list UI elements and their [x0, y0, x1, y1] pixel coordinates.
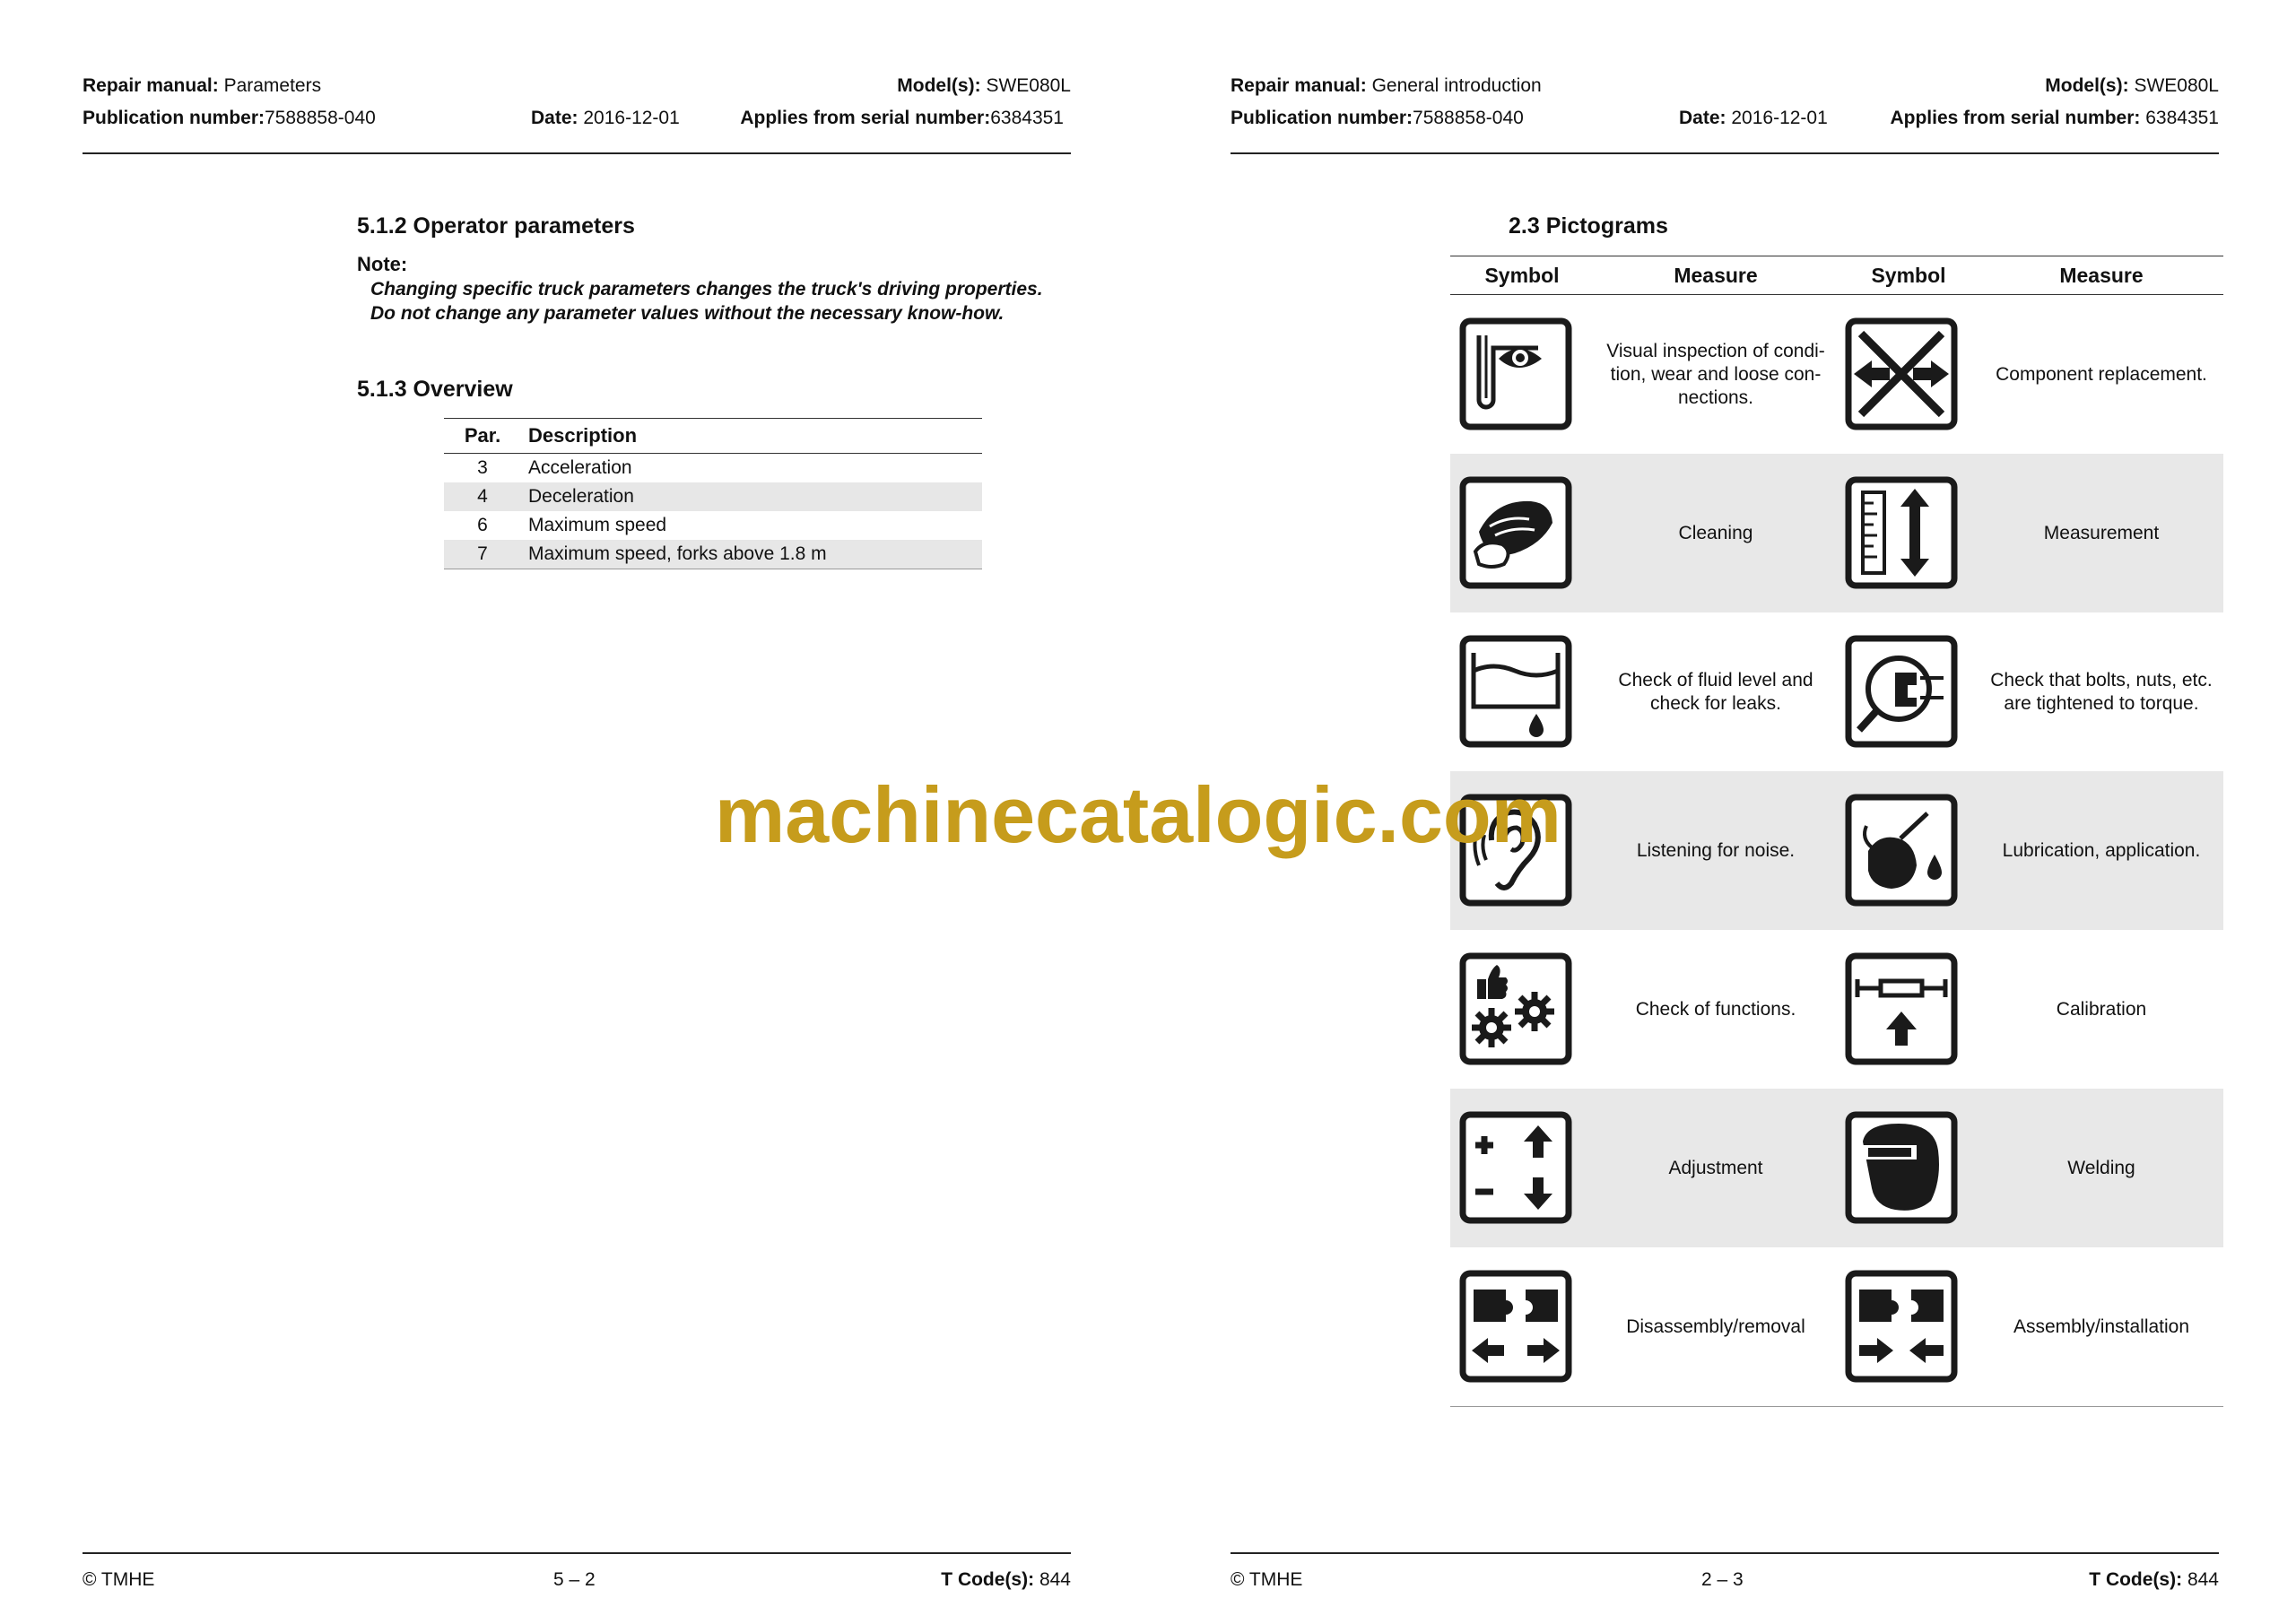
pictogram-table: [1450, 256, 2223, 1407]
repair-manual-value: Parameters: [223, 75, 322, 96]
column-header: Measure: [1674, 264, 1758, 287]
note-text: [370, 277, 1043, 326]
lubrication-icon: [1845, 794, 1958, 907]
measure-text: [1594, 771, 1838, 930]
column-header: Description: [521, 419, 982, 454]
table-header-row: [444, 419, 982, 454]
overview-table: [444, 418, 982, 569]
measure-line: tion, wear and loose con-: [1610, 363, 1822, 385]
header-divider: [83, 152, 1071, 154]
welding-icon: [1845, 1111, 1958, 1224]
table-row: [1450, 612, 2223, 771]
measure-line: Check of fluid level and: [1618, 669, 1813, 690]
page-footer: [83, 1569, 1071, 1596]
measure-line: Disassembly/removal: [1626, 1316, 1805, 1337]
description-cell: Maximum speed: [528, 515, 667, 535]
measure-text: [1979, 1089, 2223, 1247]
measure-line: Assembly/installation: [2013, 1316, 2190, 1337]
tcode-label: T Code(s):: [2089, 1569, 2183, 1590]
column-header: Symbol: [1871, 264, 1946, 287]
models-label: Model(s):: [897, 75, 981, 96]
table-row: [444, 511, 982, 540]
publication-label: Publication number:: [83, 108, 265, 128]
serial-label: Applies from serial number:: [1890, 108, 2141, 128]
calibration-icon: [1845, 952, 1958, 1065]
description-cell: Deceleration: [521, 482, 982, 511]
date-label: Date:: [531, 108, 578, 128]
models-value: SWE080L: [2134, 75, 2219, 96]
measure-line: check for leaks.: [1650, 692, 1781, 714]
measure-line: Calibration: [2056, 998, 2147, 1020]
measure-text: [1979, 930, 2223, 1089]
date-value: 2016-12-01: [1731, 108, 1828, 128]
description-cell: Maximum speed, forks above 1.8 m: [521, 540, 982, 569]
check-functions-icon: [1459, 952, 1572, 1065]
publication-value: 7588858-040: [265, 108, 376, 128]
models-value: SWE080L: [986, 75, 1071, 96]
date-value: 2016-12-01: [583, 108, 680, 128]
cleaning-icon: [1459, 476, 1572, 589]
date-label: Date:: [1679, 108, 1726, 128]
note-line-2: Do not change any parameter values without the necessary know-how.: [370, 303, 1004, 324]
tcode-value: 844: [2187, 1569, 2219, 1590]
measure-line: Check that bolts, nuts, etc.: [1990, 669, 2213, 690]
repair-manual-label: Repair manual:: [83, 75, 219, 96]
repair-manual-label: Repair manual:: [1231, 75, 1367, 96]
repair-manual-value: General introduction: [1371, 75, 1542, 96]
visual-inspection-icon: [1459, 317, 1572, 430]
measure-line: Visual inspection of condi-: [1606, 340, 1825, 361]
table-row: [1450, 930, 2223, 1089]
component-replacement-icon: [1845, 317, 1958, 430]
table-row: [1450, 454, 2223, 612]
measure-text: [1979, 612, 2223, 771]
table-row: [1450, 1247, 2223, 1407]
column-header: Par.: [444, 419, 521, 454]
models-label: Model(s):: [2045, 75, 2129, 96]
publication-value: 7588858-040: [1413, 108, 1524, 128]
page-header: [83, 75, 1071, 140]
measure-line: Listening for noise.: [1636, 839, 1796, 861]
adjustment-icon: [1459, 1111, 1572, 1224]
measure-line: Component replacement.: [1996, 363, 2207, 385]
section-heading-pictograms: 2.3 Pictograms: [1509, 213, 1668, 239]
par-cell: 7: [444, 540, 521, 569]
par-cell: 3: [477, 457, 488, 478]
section-heading-operator: 5.1.2 Operator parameters: [357, 213, 635, 239]
tcode-value: 844: [1039, 1569, 1071, 1590]
measure-text: [1594, 454, 1838, 612]
measure-line: are tightened to torque.: [2004, 692, 2199, 714]
serial-value: 6384351: [990, 108, 1064, 128]
table-row: [444, 482, 982, 511]
page-footer: [1231, 1569, 2219, 1596]
page-header: [1231, 75, 2219, 140]
par-cell: 4: [444, 482, 521, 511]
table-header-row: [1450, 256, 2223, 295]
measure-line: Welding: [2067, 1157, 2135, 1178]
table-row: [444, 540, 982, 569]
copyright: © TMHE: [1231, 1569, 1303, 1590]
measure-line: Lubrication, application.: [2002, 839, 2201, 861]
description-cell: Acceleration: [528, 457, 632, 478]
serial-label: Applies from serial number:: [740, 108, 991, 128]
copyright: © TMHE: [83, 1569, 155, 1590]
measure-text: [1594, 930, 1838, 1089]
publication-label: Publication number:: [1231, 108, 1413, 128]
header-divider: [1231, 152, 2219, 154]
measure-text: [1979, 454, 2223, 612]
measure-line: nections.: [1677, 386, 1754, 408]
table-row: [1450, 295, 2223, 454]
section-heading-overview: 5.1.3 Overview: [357, 377, 513, 402]
measure-text: [1979, 1247, 2223, 1406]
table-row: [1450, 1089, 2223, 1247]
serial-value: 6384351: [2145, 108, 2219, 128]
measure-text: [1594, 295, 1838, 454]
note-title: Note:: [357, 253, 408, 275]
measure-text: [1979, 771, 2223, 930]
par-cell: 6: [477, 515, 488, 535]
measure-line: Measurement: [2043, 522, 2160, 543]
tcode-label: T Code(s):: [941, 1569, 1035, 1590]
torque-check-icon: [1845, 635, 1958, 748]
measure-text: [1594, 1089, 1838, 1247]
measure-line: Check of functions.: [1635, 998, 1796, 1020]
measure-text: [1594, 1247, 1838, 1406]
table-row: [1450, 771, 2223, 930]
measure-line: Adjustment: [1668, 1157, 1763, 1178]
measure-text: [1979, 295, 2223, 454]
column-header: Symbol: [1484, 264, 1560, 287]
table-row: [444, 454, 982, 483]
footer-divider: [1231, 1552, 2219, 1554]
fluid-level-icon: [1459, 635, 1572, 748]
page-number: 2 – 3: [1701, 1569, 1744, 1590]
watermark: machinecatalogic.com: [715, 770, 1561, 859]
page-number: 5 – 2: [553, 1569, 596, 1590]
measure-line: Cleaning: [1678, 522, 1753, 543]
note-line-1: Changing specific truck parameters changes the truck's driving properties.: [370, 279, 1043, 300]
measure-text: [1594, 612, 1838, 771]
measurement-icon: [1845, 476, 1958, 589]
assembly-icon: [1845, 1270, 1958, 1383]
column-header: Measure: [2059, 264, 2144, 287]
disassembly-icon: [1459, 1270, 1572, 1383]
footer-divider: [83, 1552, 1071, 1554]
